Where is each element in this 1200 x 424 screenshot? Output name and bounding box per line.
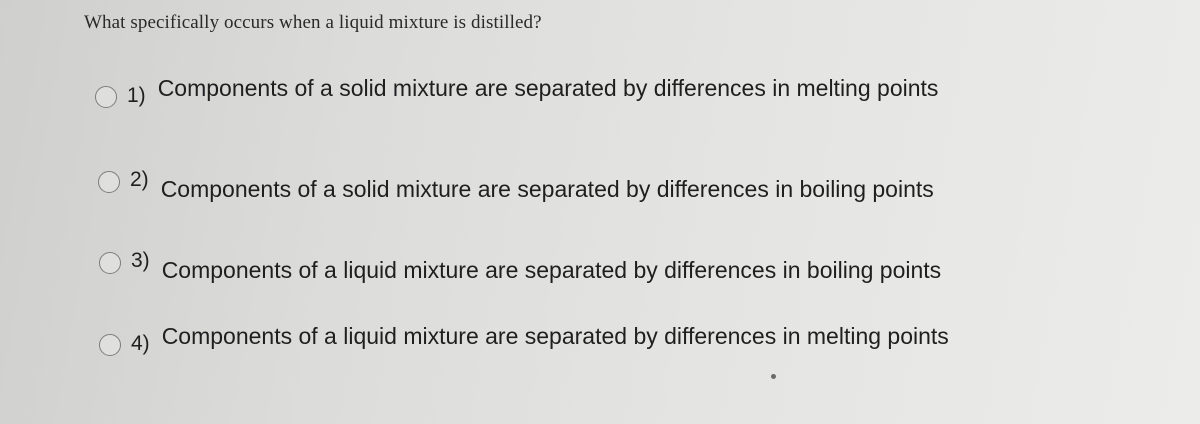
option-number-1: 1) — [127, 84, 146, 107]
answer-option-1[interactable] — [95, 72, 1018, 108]
radio-button-4[interactable] — [99, 334, 121, 356]
radio-button-3[interactable] — [99, 252, 121, 274]
option-number-3: 3) — [131, 249, 150, 272]
option-number-4: 4) — [131, 332, 150, 355]
answer-option-3[interactable] — [99, 248, 1062, 286]
option-label-2[interactable]: Components of a solid mixture are separated by differences in boiling points — [160, 176, 934, 202]
radio-button-1[interactable] — [95, 86, 117, 108]
question-text: What specifically occurs when a liquid mixture is distilled? — [84, 12, 542, 33]
radio-button-2[interactable] — [98, 171, 120, 193]
answer-option-2[interactable] — [98, 167, 1061, 205]
screen-speck — [771, 374, 776, 379]
answer-option-4[interactable] — [99, 320, 1022, 356]
option-number-2: 2) — [130, 168, 149, 191]
option-label-3[interactable]: Components of a liquid mixture are separated by differences in boiling points — [161, 257, 942, 283]
option-label-1[interactable]: Components of a solid mixture are separated by differences in melting points — [157, 75, 939, 101]
option-label-4[interactable]: Components of a liquid mixture are separated by differences in melting points — [161, 323, 949, 349]
